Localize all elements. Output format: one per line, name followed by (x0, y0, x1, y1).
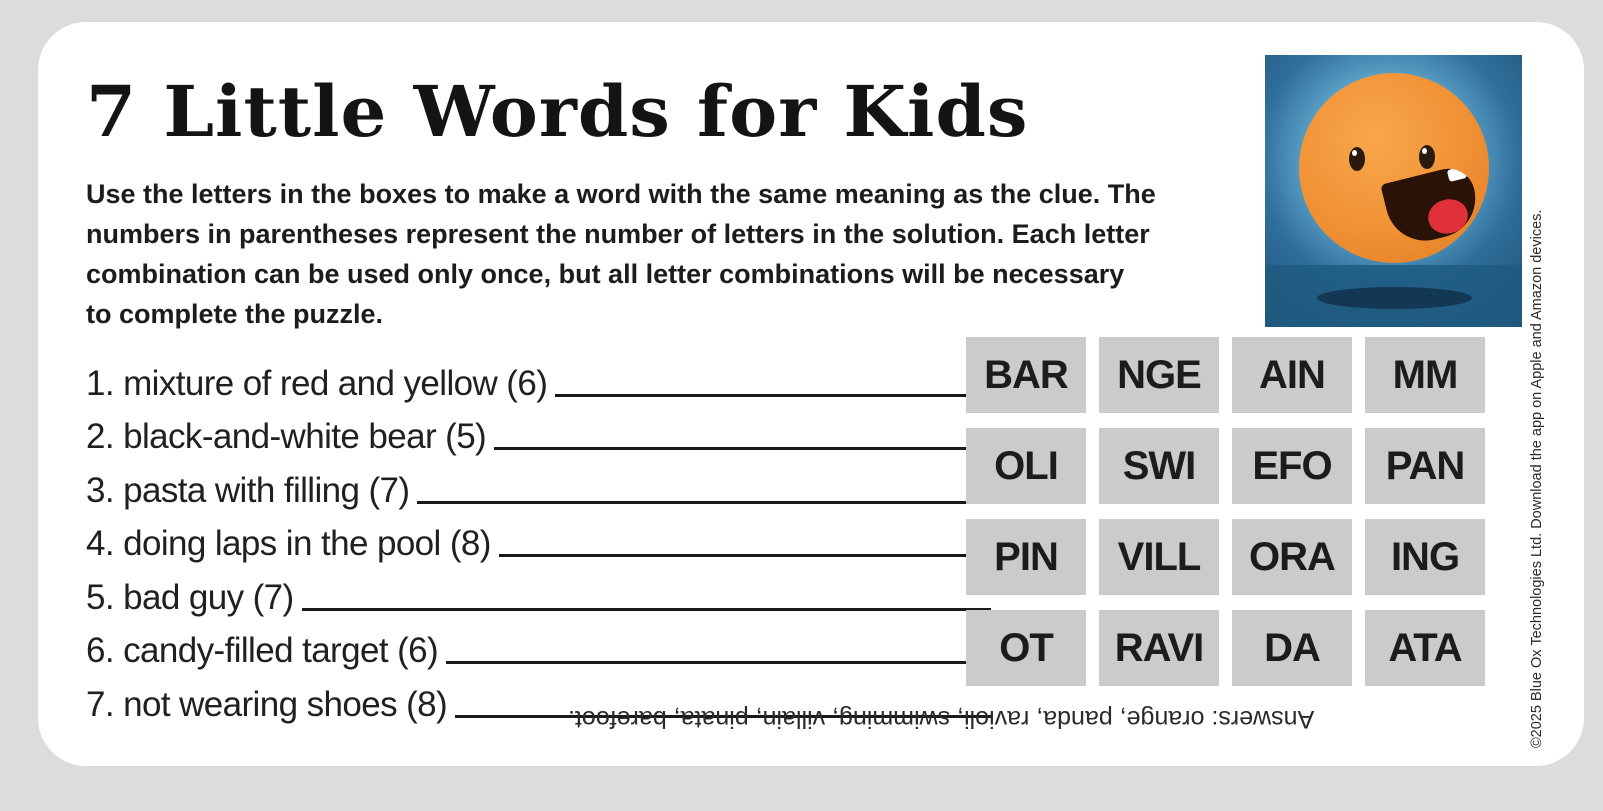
clue-list (86, 352, 991, 727)
mascot-image (1265, 55, 1522, 327)
letter-tile[interactable]: MM (1365, 337, 1485, 413)
letter-tile[interactable]: NGE (1099, 337, 1219, 413)
letter-tile[interactable]: SWI (1099, 428, 1219, 504)
clue-item (86, 566, 991, 620)
letter-tile[interactable]: ING (1365, 519, 1485, 595)
mascot-shadow (1317, 287, 1472, 309)
puzzle-title: 7 Little Words for Kids (86, 70, 1029, 153)
answer-blank[interactable] (302, 608, 991, 611)
clue-text: 6. candy-filled target (6) (86, 631, 439, 670)
letter-tile[interactable]: PIN (966, 519, 1086, 595)
letter-tile[interactable]: BAR (966, 337, 1086, 413)
clue-text: 5. bad guy (7) (86, 577, 294, 617)
letter-tile[interactable]: OLI (966, 428, 1086, 504)
letter-tile[interactable]: PAN (1365, 428, 1485, 504)
puzzle-card (38, 22, 1584, 766)
smiling-orange-ball-icon (1299, 73, 1489, 263)
mascot-right-eye (1419, 145, 1435, 169)
clue-text: 3. pasta with filling (7) (86, 470, 410, 510)
answer-blank[interactable] (555, 394, 991, 397)
copyright-notice: ©2025 Blue Ox Technologies Ltd. Download the app on Apple and Amazon devices. (1529, 209, 1545, 748)
answer-blank[interactable] (446, 661, 991, 664)
answer-blank[interactable] (499, 554, 991, 557)
answer-blank[interactable] (417, 501, 991, 504)
mascot-left-eye (1349, 147, 1365, 171)
mascot-tongue (1424, 195, 1471, 238)
answer-blank[interactable] (494, 447, 991, 450)
mascot-tooth (1447, 166, 1467, 182)
clue-item (86, 459, 991, 513)
letter-tile[interactable]: EFO (1232, 428, 1352, 504)
letter-tile[interactable]: RAVI (1099, 610, 1219, 686)
letter-tile[interactable]: AIN (1232, 337, 1352, 413)
instructions-text: Use the letters in the boxes to make a word with the same meaning as the clue. The numbers in parentheses represent the number of letters in the solution. Each letter combination can be used only once, but all letter combinations will be necessary to complete the puzzle. (86, 179, 1156, 329)
letter-tile-grid (966, 337, 1486, 685)
clue-item (86, 406, 991, 460)
clue-item (86, 352, 991, 406)
letter-tile[interactable]: OT (966, 610, 1086, 686)
clue-text: 4. doing laps in the pool (8) (86, 524, 491, 563)
letter-tile[interactable]: DA (1232, 610, 1352, 686)
letter-tile[interactable]: ORA (1232, 519, 1352, 595)
letter-tile[interactable]: VILL (1099, 519, 1219, 595)
clue-item (86, 513, 991, 567)
letter-tile[interactable]: ATA (1365, 610, 1485, 686)
upside-down-answers: Answers: orange, panda, ravioli, swimming, villain, pinata, barefoot. (568, 705, 1315, 733)
clue-text: 7. not wearing shoes (8) (86, 684, 448, 724)
mascot-mouth (1380, 163, 1483, 249)
clue-text: 2. black-and-white bear (5) (86, 417, 487, 456)
clue-text: 1. mixture of red and yellow (6) (86, 363, 548, 403)
clue-item (86, 620, 991, 674)
